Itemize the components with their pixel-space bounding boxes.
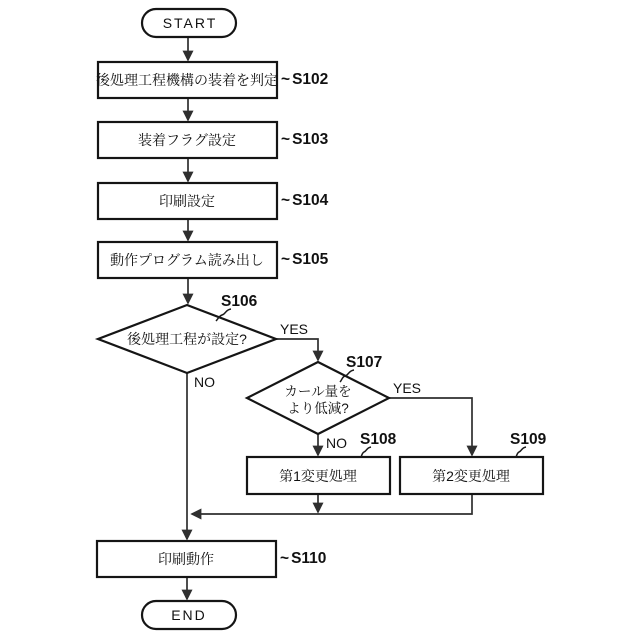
s109-step: S109 xyxy=(510,431,547,448)
start-label: START xyxy=(162,15,218,31)
node-s104 xyxy=(98,183,329,219)
s103-label: 装着フラグ設定 xyxy=(138,132,236,148)
s108-leader-squiggle xyxy=(361,447,371,457)
s107-label-line1: カール量を xyxy=(284,384,352,399)
s105-tilde: ~ xyxy=(281,251,291,268)
s110-label: 印刷動作 xyxy=(158,551,214,567)
s105-step-label xyxy=(281,251,329,268)
s106-no-label: NO xyxy=(194,374,215,390)
node-s108 xyxy=(247,431,397,494)
s104-tilde: ~ xyxy=(281,192,291,209)
node-s102 xyxy=(96,62,328,98)
s108-step: S108 xyxy=(360,431,397,448)
node-start xyxy=(142,9,236,37)
s107-yes-label: YES xyxy=(393,380,422,396)
s110-step-label xyxy=(280,550,326,567)
arrow-s106-yes-to-s107 xyxy=(276,339,318,360)
node-s105 xyxy=(98,242,329,278)
s106-yes-label: YES xyxy=(280,321,309,337)
node-s103 xyxy=(98,122,329,158)
s104-step-label xyxy=(281,192,329,209)
s102-step-label xyxy=(281,71,328,88)
s108-label: 第1変更処理 xyxy=(279,468,357,484)
s102-tilde: ~ xyxy=(281,71,291,88)
s110-step: S110 xyxy=(291,550,327,567)
arrow-s107-yes-to-s109 xyxy=(389,398,472,455)
s105-label: 動作プログラム読み出し xyxy=(110,252,264,268)
s103-tilde: ~ xyxy=(281,131,291,148)
node-s106 xyxy=(98,293,308,390)
s110-tilde: ~ xyxy=(280,550,290,567)
s109-leader-squiggle xyxy=(516,447,526,457)
s107-label-line2: より低減? xyxy=(287,401,349,416)
s104-label: 印刷設定 xyxy=(159,193,215,209)
end-label: END xyxy=(171,607,207,623)
s102-label: 後処理工程機構の装着を判定 xyxy=(96,72,278,88)
s107-step: S107 xyxy=(346,354,383,371)
s109-label: 第2変更処理 xyxy=(432,468,510,484)
node-s110 xyxy=(97,541,326,577)
s104-step: S104 xyxy=(292,192,329,209)
s105-step: S105 xyxy=(292,251,329,268)
node-end xyxy=(142,601,236,629)
node-s109 xyxy=(400,431,547,494)
s106-label: 後処理工程が設定? xyxy=(127,331,247,347)
s106-step: S106 xyxy=(221,293,258,310)
s102-step: S102 xyxy=(292,71,329,88)
s107-no-label: NO xyxy=(326,435,347,451)
s103-step-label xyxy=(281,131,329,148)
s103-step: S103 xyxy=(292,131,329,148)
arrow-s109-merge-to-main xyxy=(192,494,472,514)
